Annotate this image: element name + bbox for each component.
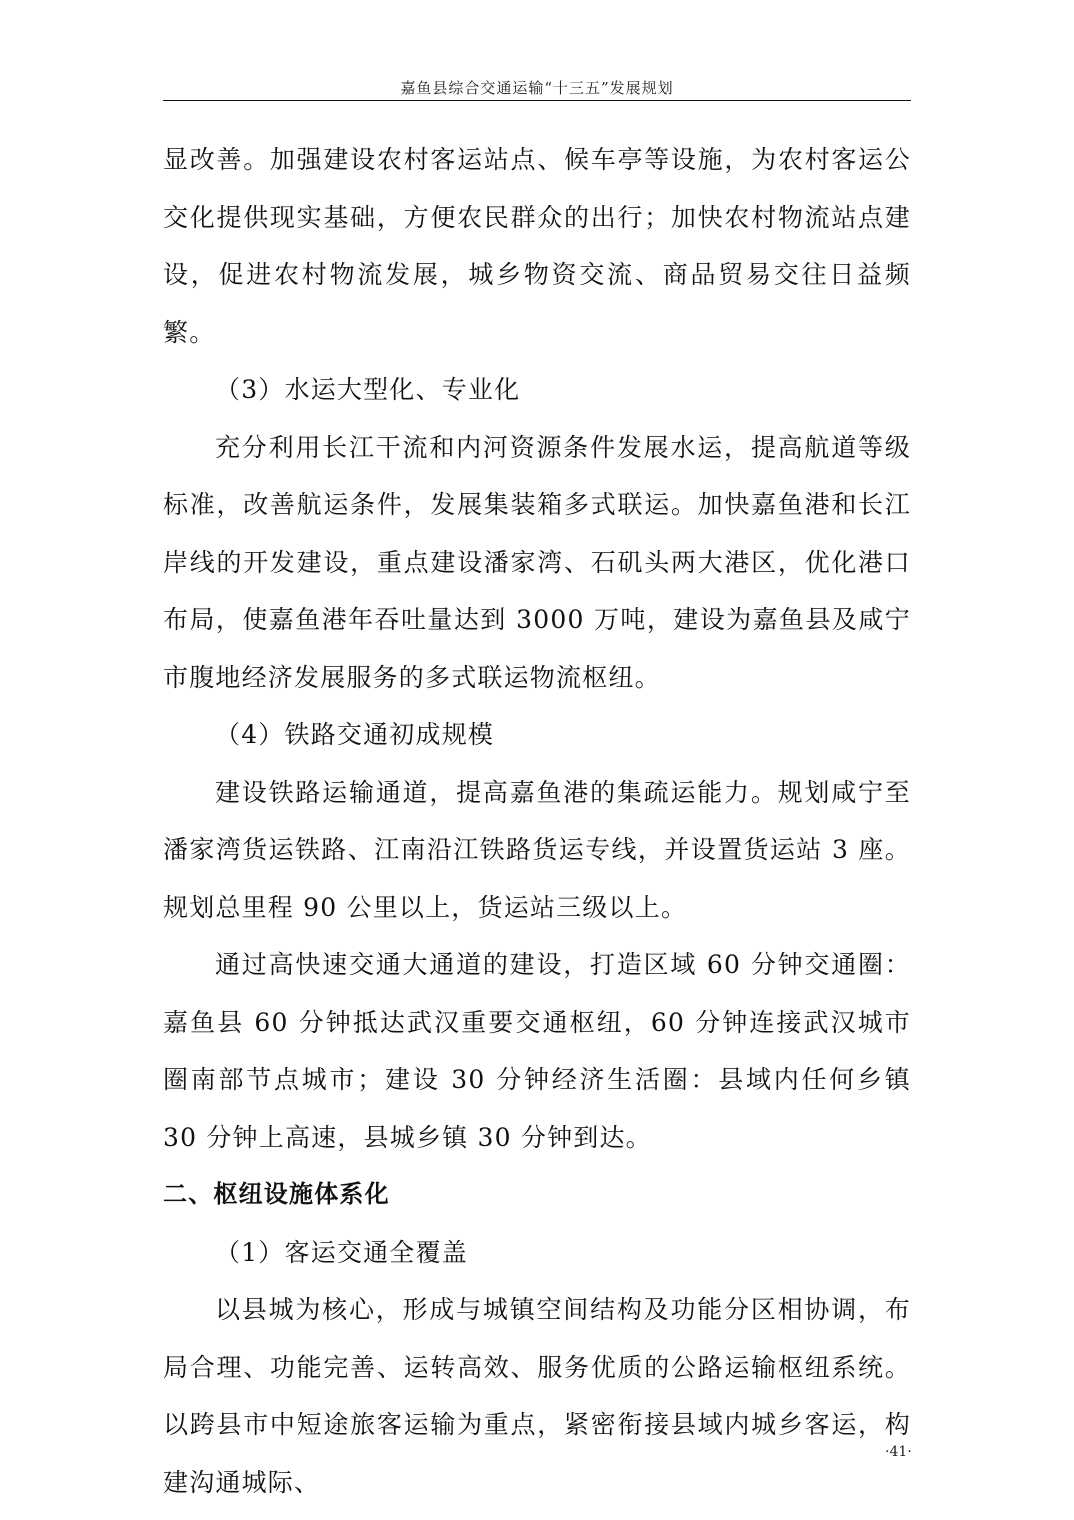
paragraph-traffic-circle: 通过高快速交通大通道的建设，打造区域 60 分钟交通圈：嘉鱼县 60 分钟抵达武汉重要交通枢纽，60 分钟连接武汉城市圈南部节点城市；建设 30 分钟经济生活圈：县域内任何乡镇 30 分钟上高速，县城乡镇 30 分钟到达。 xyxy=(163,950,911,1152)
document-body xyxy=(163,131,911,1511)
paragraph-passenger-transport: 以县城为核心，形成与城镇空间结构及功能分区相协调，布局合理、功能完善、运转高效、服务优质的公路运输枢纽系统。以跨县市中短途旅客运输为重点，紧密衔接县域内城乡客运，构建沟通城际、 xyxy=(163,1295,911,1497)
subheading-railway: （4）铁路交通初成规模 xyxy=(215,720,495,749)
page-number: ·41· xyxy=(885,1444,912,1460)
paragraph-rural-transport: 显改善。加强建设农村客运站点、候车亭等设施，为农村客运公交化提供现实基础，方便农民群众的出行；加快农村物流站点建设，促进农村物流发展，城乡物资交流、商品贸易交往日益频繁。 xyxy=(163,145,911,347)
header-divider xyxy=(163,100,911,101)
subheading-waterway: （3）水运大型化、专业化 xyxy=(215,375,521,404)
paragraph-waterway: 充分利用长江干流和内河资源条件发展水运，提高航道等级标准，改善航运条件，发展集装箱多式联运。加快嘉鱼港和长江岸线的开发建设，重点建设潘家湾、石矶头两大港区，优化港口布局，使嘉鱼港年吞吐量达到 3000 万吨，建设为嘉鱼县及咸宁市腹地经济发展服务的多式联运物流枢纽。 xyxy=(163,432,911,692)
subheading-passenger-transport: （1）客运交通全覆盖 xyxy=(215,1237,468,1267)
running-header: 嘉鱼县综合交通运输“十三五”发展规划 xyxy=(400,79,674,97)
paragraph-railway: 建设铁路运输通道，提高嘉鱼港的集疏运能力。规划咸宁至潘家湾货运铁路、江南沿江铁路货运专线，并设置货运站 3 座。规划总里程 90 公里以上，货运站三级以上。 xyxy=(163,777,911,922)
section-heading-hub-facilities: 二、枢纽设施体系化 xyxy=(163,1180,390,1208)
